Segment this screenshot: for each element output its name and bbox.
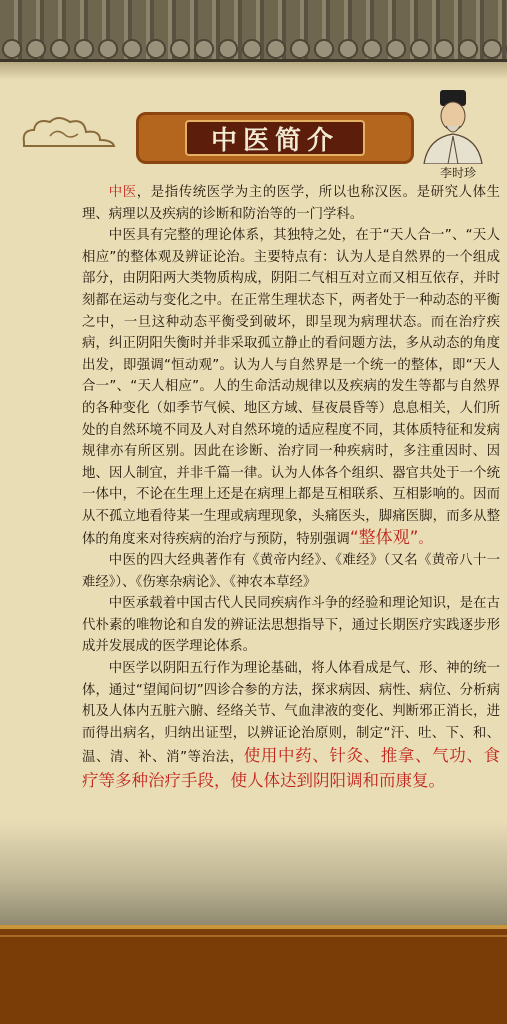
paragraph-1: 中医，是指传统医学为主的医学，所以也称汉医。是研究人体生理、病理以及疾病的诊断和防治等的一门学科。 [82, 185, 501, 222]
paragraph-5: 中医学以阴阳五行作为理论基础，将人体看成是气、形、神的统一体，通过“望闻问切”四诊合参的方法，探求病因、病性、病位、分析病机及人体内五脏六腑、经络关节、气血津液的变化、判断邪正消长，进而得出病名，归纳出证型，以辨证论治原则，制定“汗、吐、下、和、温、清、补、消”等治法，使用中药、针灸、推拿、气功、食疗等多种治疗手段，使人体达到阴阳调和而康复。 [82, 661, 501, 791]
portrait-caption: 李时珍 [439, 166, 476, 180]
mountain-backdrop [0, 820, 507, 925]
page-title: 中医简介 [185, 120, 365, 156]
roof-tile-ends [0, 36, 507, 62]
emphasis-holism: “整体观” [349, 527, 419, 548]
treatment-highlight: 使用中药、针灸、推拿、气功、食疗等多种治疗手段，使人体达到阴阳调和而康复。 [82, 746, 501, 791]
paragraph-4: 中医承载着中国古代人民同疾病作斗争的经验和理论知识，是在古代朴素的唯物论和自发的辨证法思想指导下，通过长期医疗实践逐步形成并发展成的医学理论体系。 [82, 596, 500, 655]
term-highlight: 中医 [108, 185, 137, 200]
cloud-ornament-icon [20, 112, 116, 152]
footer-divider [0, 935, 507, 937]
footer-band [0, 925, 507, 1024]
title-plaque [136, 112, 414, 164]
paragraph-2: 中医具有完整的理论体系，其独特之处，在于“天人合一”、“天人相应”的整体观及辨证论治。主要特点有：认为人是自然界的一个组成部分，由阴阳两大类物质构成，阴阳二气相互对立而又相互依存，并时刻都在运动与变化之中。在正常生理状态下，两者处于一种动态的平衡之中，一旦这种动态平衡受到破坏，即呈现为病理状态。而在治疗疾病，纠正阴阳失衡时并非采取孤立静止的看问题方法，多从动态的角度出发，即强调“恒动观”。认为人与自然界是一个统一的整体，即“天人合一”、“天人相应”。人的生命活动规律以及疾病的发生等都与自然界的各种变化（如季节气候、地区方域、昼夜晨昏等）息息相关，人们所处的自然环境不同及人对自然环境的适应程度不同，其体质特征和发病规律亦有所区别。因此在诊断、治疗同一种疾病时，多注重因时、因地、因人制宜，并非千篇一律。认为人体各个组织、器官共处于一个统一体中，不论在生理上还是在病理上都是互相联系、互相影响的。因而从不孤立地看待某一生理或病理现象，头痛医头，脚痛医脚，而多从整体的角度来对待疾病的治疗与预防，特别强调“整体观”。 [82, 228, 500, 548]
portrait-li-shizhen-icon [418, 86, 488, 164]
article-body [82, 182, 500, 794]
paragraph-3: 中医的四大经典著作有《黄帝内经》、《难经》（又名《黄帝八十一难经》）、《伤寒杂病论》、《神农本草经》 [82, 553, 500, 590]
roof-shadow [0, 62, 507, 80]
